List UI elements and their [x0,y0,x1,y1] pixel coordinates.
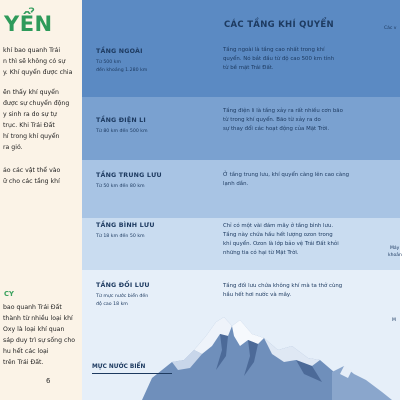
layer-range-stratosphere: Từ 18 km đến 50 km [96,234,145,239]
layer-range-mesosphere: Từ 50 km đến 80 km [96,184,145,189]
left-subheading: CY [4,290,14,298]
layer-name-stratosphere: TẦNG BÌNH LƯU [96,222,155,229]
layer-range-ionosphere: Từ 80 km đến 500 km [96,129,148,134]
layer-name-ionosphere: TẦNG ĐIỆN LI [96,117,146,124]
left-paragraph-4: bao quanh Trái Đất thành từ nhiều loại khí Oxy là loại khí quan sáp duy trì sự sống cho hu hết các loại trên Trái Đất. [3,304,76,366]
sea-level-line [92,373,172,374]
atmosphere-diagram [82,0,400,400]
page-number: 6 [46,377,51,385]
left-paragraph-3: ảo các vật thể vào ữ cho các tầng khí [3,167,61,185]
diagram-title: CÁC TẦNG KHÍ QUYỂN [224,20,334,30]
edge-note-2: Máy [390,246,400,251]
edge-note-4: M [392,318,396,323]
mountain-illustration [82,300,400,400]
layer-desc-troposphere: Tầng đối lưu chứa không khí mà ta thở cùng hầu hết hơi nước và mây. [223,283,343,298]
layer-desc-mesosphere: Ở tầng trung lưu, khí quyển càng lên cao càng lạnh dần. [223,172,350,187]
left-paragraph-1: khí bao quanh Trái n thì sẽ không có sự y. Khí quyển được chia [3,47,73,76]
left-page-title: YỂN [4,12,53,36]
layer-range-exosphere: Từ 500 km đến khoảng 1.280 km [96,60,148,73]
layer-name-exosphere: TẦNG NGOÀI [96,48,143,55]
layer-name-mesosphere: TẦNG TRUNG LƯU [96,172,162,179]
foothill-right [332,366,392,400]
layer-name-troposphere: TẦNG ĐỐI LƯU [96,282,150,289]
layer-range-troposphere: Từ mực nước biển đến độ cao 18 km [96,294,149,307]
layer-desc-exosphere: Tầng ngoài là tầng cao nhất trong khí quyển. Nó bắt đầu từ độ cao 500 km tính từ bề mặt Trái Đất. [223,47,335,71]
left-page [0,0,82,400]
sea-level-label: MỰC NƯỚC BIỂN [92,364,146,370]
left-paragraph-2: ẽn thấy khí quyển được sự chuyển động y sinh ra do sự tự trục. Khi Trái Đất hí trong khí quyển ra gió. [3,89,70,151]
layer-desc-stratosphere: Chỉ có một vài đám mây ở tầng bình lưu. Tầng này chứa hầu hết lượng ozon trong khí quyển. Ozon là lớp bảo vệ Trái Đất khỏi những tia có hại từ Mặt Trời. [223,223,339,256]
edge-note-1: Các v [384,26,397,31]
layer-desc-ionosphere: Tầng điện li là tầng xảy ra rất nhiều cơn bão từ trong khí quyển. Bão từ xảy ra do sự thay đổi các hoạt động của Mặt Trời. [223,108,343,132]
edge-note-3: khoản [388,253,402,258]
